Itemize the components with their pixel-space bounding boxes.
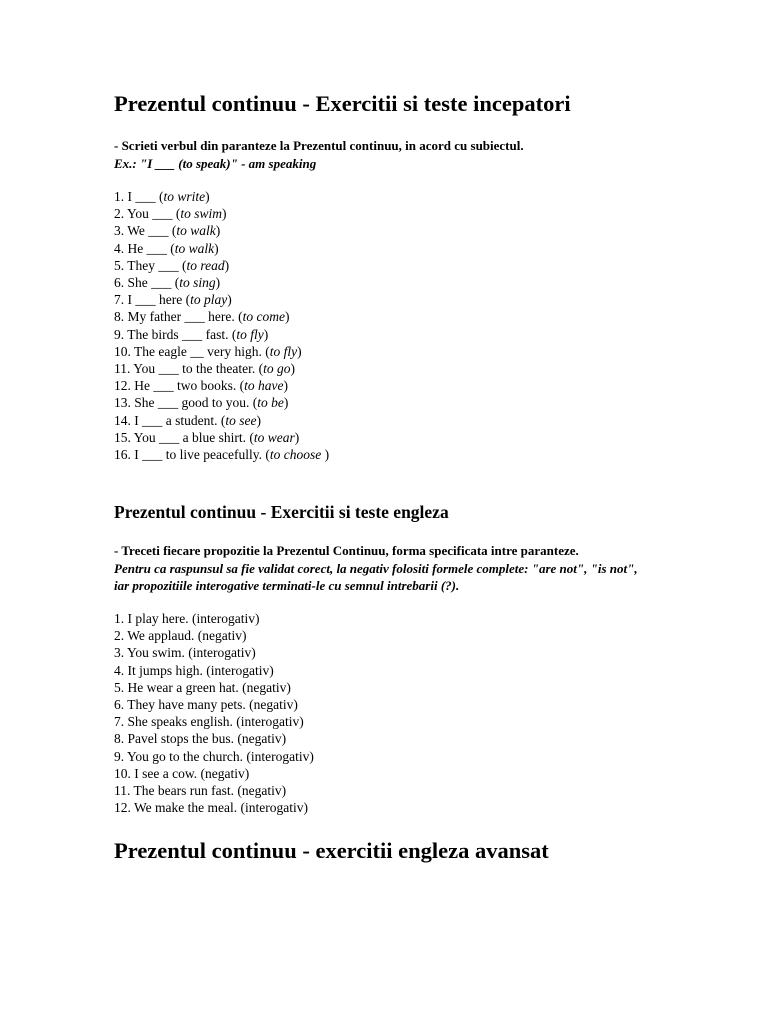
exercise-item: 9. You go to the church. (interogativ) [114, 748, 314, 764]
exercise-item: 11. You ___ to the theater. (to go) [114, 361, 296, 377]
exercise-item: 8. My father ___ here. (to come) [114, 309, 290, 325]
exercise-item: 8. Pavel stops the bus. (negativ) [114, 731, 287, 747]
exercise-item: 2. We applaud. (negativ) [114, 628, 247, 644]
section1-example: Ex.: "I ___ (to speak)" - am speaking [114, 155, 317, 171]
section1-instruction: - Scrieti verbul din paranteze la Prezentul continuu, in acord cu subiectul. [114, 138, 524, 153]
exercise-item: 7. She speaks english. (interogativ) [114, 714, 304, 730]
exercise-item: 15. You ___ a blue shirt. (to wear) [114, 429, 300, 445]
exercise-item: 9. The birds ___ fast. (to fly) [114, 326, 269, 342]
exercise-item: 5. He wear a green hat. (negativ) [114, 679, 291, 695]
exercise-item: 7. I ___ here (to play) [114, 292, 232, 308]
exercise-item: 14. I ___ a student. (to see) [114, 412, 261, 428]
section1-exercise-list [114, 188, 329, 463]
section2-title: Prezentul continuu - Exercitii si teste engleza [114, 502, 449, 522]
section2-instruction: - Treceti fiecare propozitie la Prezentul Continuu, forma specificata intre paranteze. [114, 543, 579, 558]
section1-title: Prezentul continuu - Exercitii si teste incepatori [114, 91, 571, 116]
exercise-item: 1. I ___ (to write) [114, 189, 210, 204]
exercise-item: 16. I ___ to live peacefully. (to choose ) [114, 447, 330, 463]
exercise-item: 10. I see a cow. (negativ) [114, 765, 250, 781]
section3-title: Prezentul continuu - exercitii engleza avansat [114, 838, 549, 863]
exercise-item: 6. She ___ (to sing) [114, 275, 221, 291]
exercise-item: 12. We make the meal. (interogativ) [114, 800, 308, 816]
exercise-item: 3. You swim. (interogativ) [114, 645, 256, 661]
exercise-item: 13. She ___ good to you. (to be) [114, 395, 289, 411]
exercise-item: 11. The bears run fast. (negativ) [114, 783, 287, 799]
exercise-item: 6. They have many pets. (negativ) [114, 697, 298, 713]
exercise-item: 1. I play here. (interogativ) [114, 611, 260, 626]
section2-note: Pentru ca raspunsul sa fie validat corect, la negativ folositi formele complete: "are not", "is not", iar propozitiile interogative terminati-le cu semnul intrebarii (?). [114, 560, 638, 593]
exercise-item: 10. The eagle __ very high. (to fly) [114, 343, 302, 359]
exercise-item: 5. They ___ (to read) [114, 257, 230, 273]
exercise-item: 2. You ___ (to swim) [114, 206, 227, 222]
section1-instructions [114, 137, 654, 172]
section2-exercise-list [114, 610, 314, 816]
exercise-item: 4. He ___ (to walk) [114, 240, 219, 256]
exercise-item: 4. It jumps high. (interogativ) [114, 662, 274, 678]
exercise-item: 12. He ___ two books. (to have) [114, 378, 288, 394]
section2-instructions [114, 542, 654, 595]
exercise-item: 3. We ___ (to walk) [114, 223, 221, 239]
